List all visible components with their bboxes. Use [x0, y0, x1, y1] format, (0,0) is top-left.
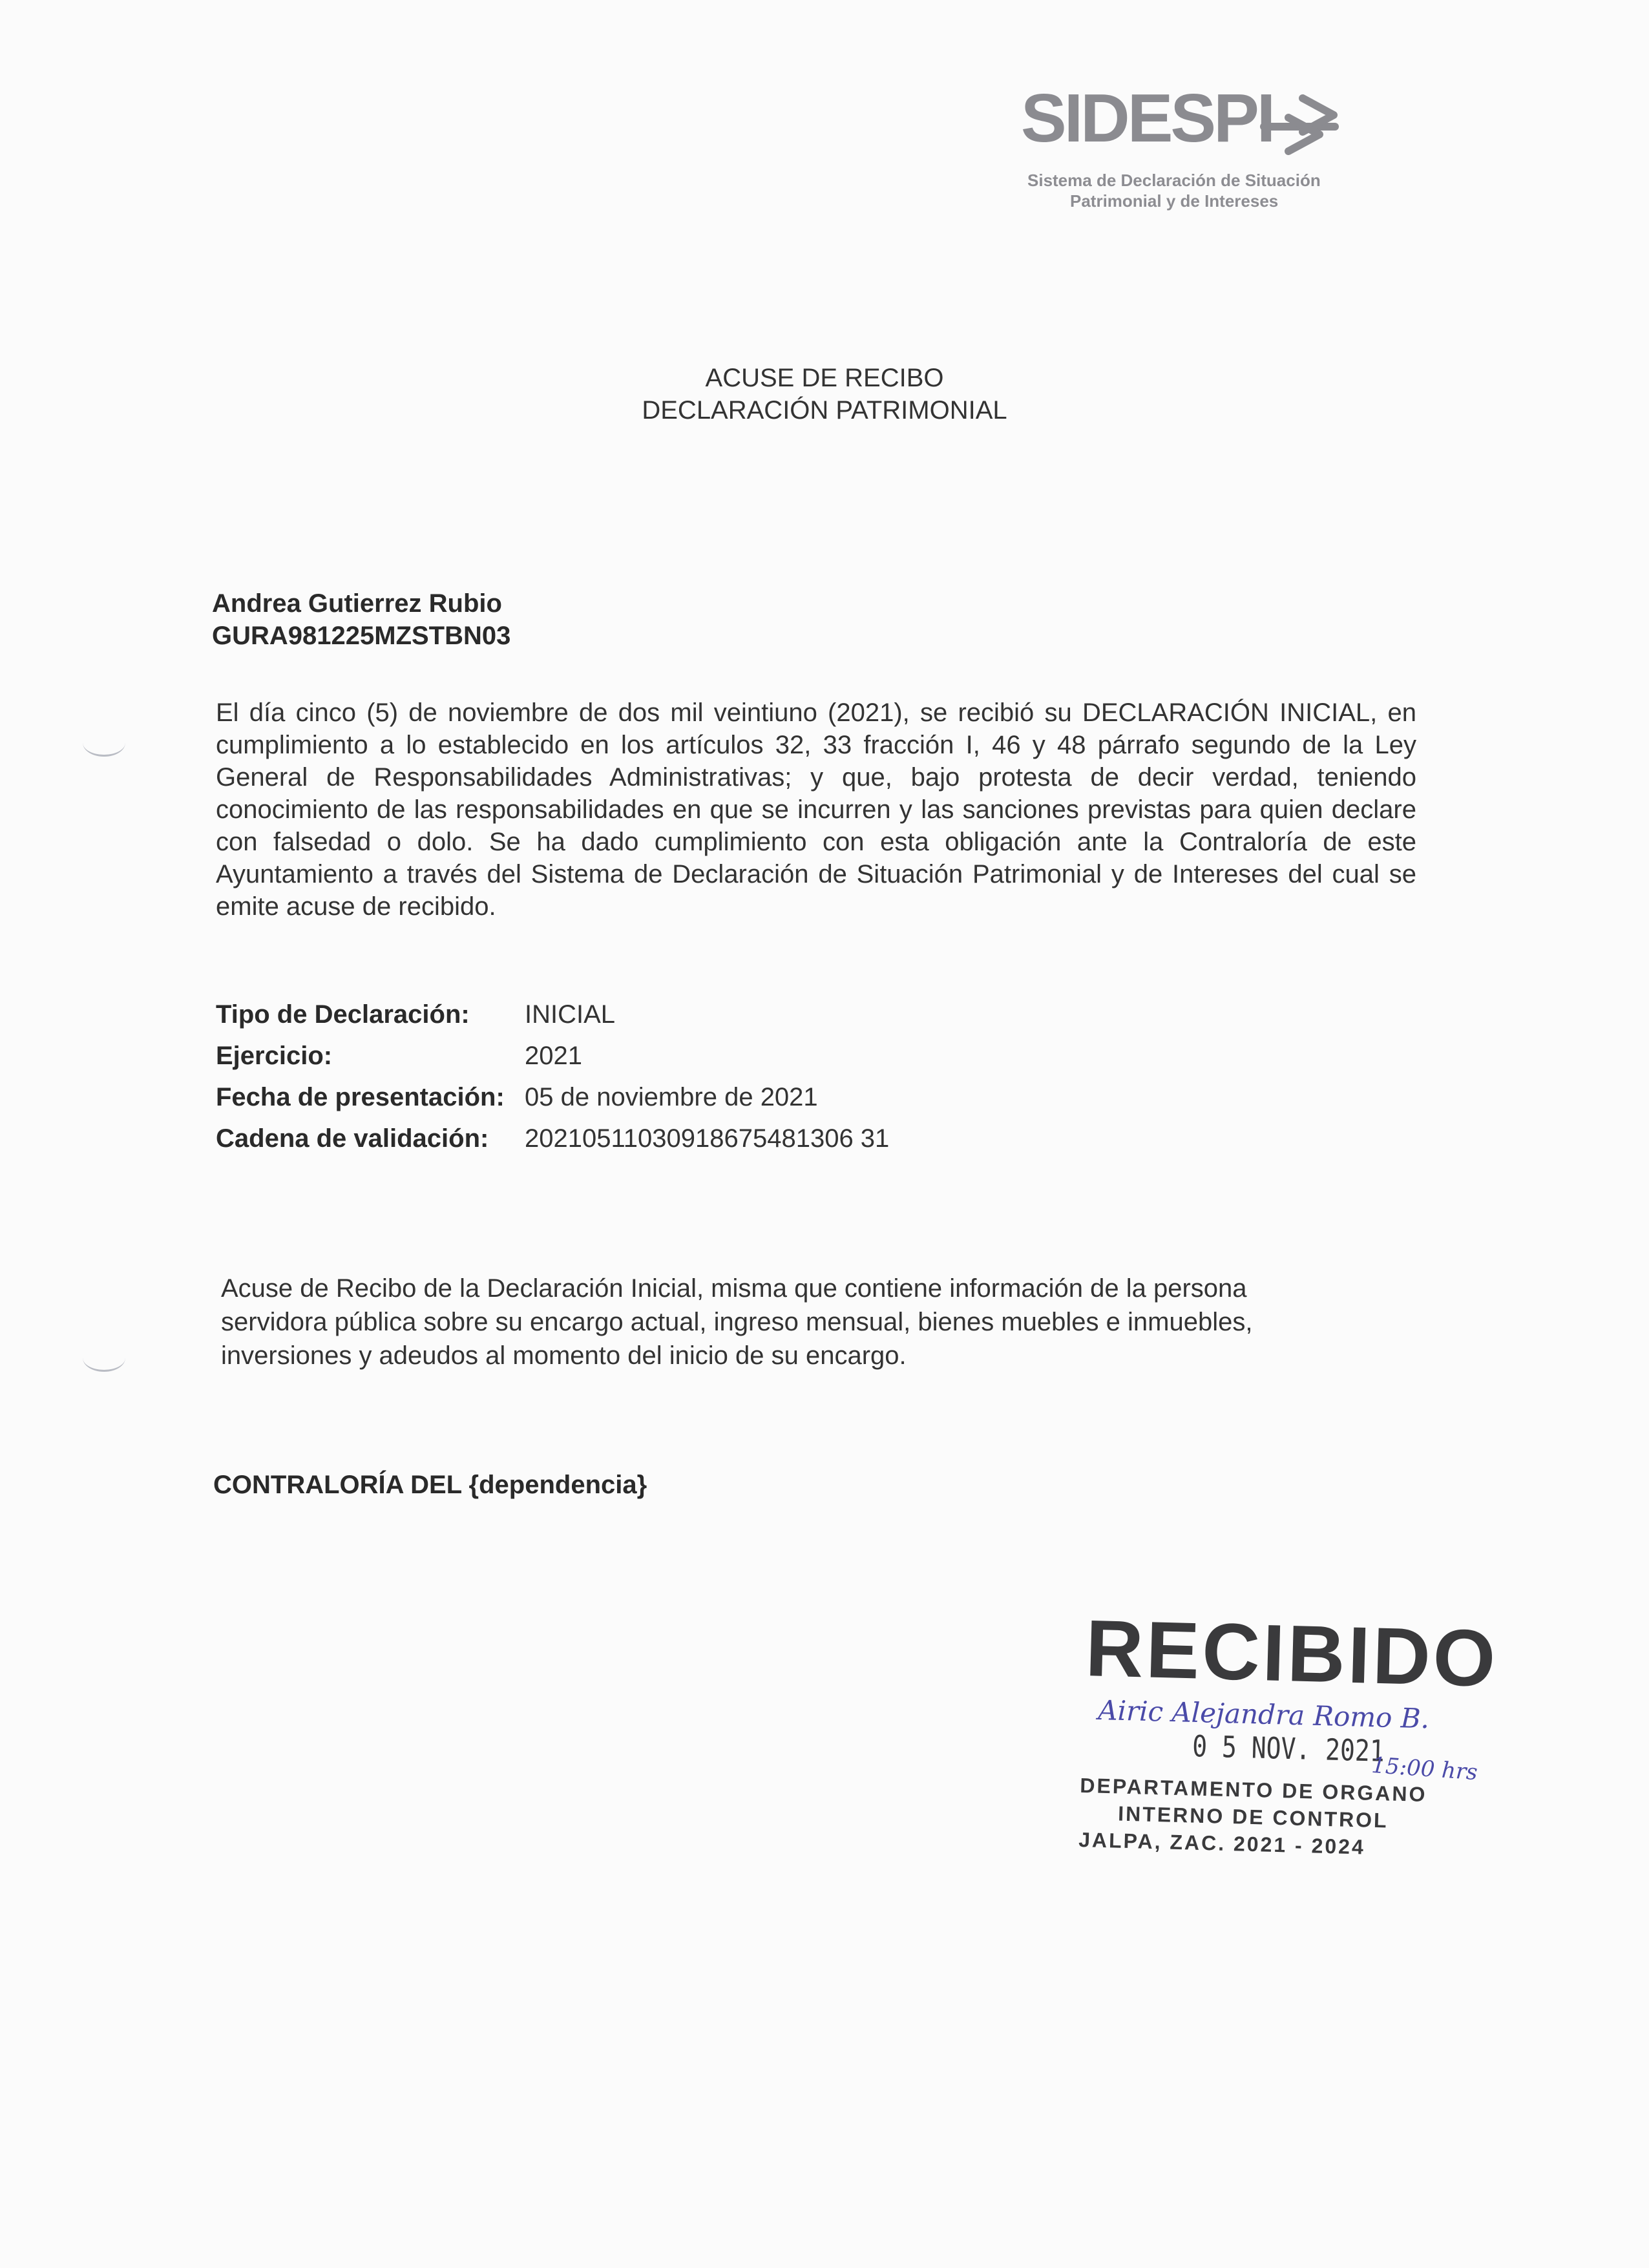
field-label-cadena: Cadena de validación: [216, 1124, 489, 1153]
received-stamp-date: 0 5 NOV. 2021 [1192, 1729, 1385, 1769]
field-label-fecha: Fecha de presentación: [216, 1083, 505, 1111]
declaration-paragraph: El día cinco (5) de noviembre de dos mil veintiuno (2021), se recibió su DECLARACIÓN INICIAL, en cumplimiento a lo establecido en los artículos 32, 33 fracción I, 46 y 48 párrafo segundo de la Ley General de Responsabilidades Administrativas; y que, bajo protesta de decir verdad, teniendo conocimiento de las responsabilidades en que se incurren y las sanciones previstas para quien declare con falsedad o dolo. Se ha dado cumplimiento con esta obligación ante la Contraloría de este Ayuntamiento a través del Sistema de Declaración de Situación Patrimonial y de Intereses del cual se emite acuse de recibido. [216, 698, 1416, 921]
field-label-ejercicio: Ejercicio: [216, 1042, 333, 1070]
received-by-handwriting: Airic Alejandra Romo B. [1097, 1694, 1430, 1735]
field-label-tipo: Tipo de Declaración: [216, 1000, 470, 1029]
closing-signature: CONTRALORÍA DEL {dependencia} [213, 1471, 647, 1499]
logo-subtitle-line2: Patrimonial y de Intereses [1070, 191, 1279, 211]
punch-hole [83, 729, 125, 757]
stamp-line-3: JALPA, ZAC. 2021 - 2024 [1078, 1827, 1366, 1859]
document-title: ACUSE DE RECIBO [705, 364, 944, 392]
stamp-line-2: INTERNO DE CONTROL [1117, 1801, 1389, 1832]
declarant-curp: GURA981225MZSTBN03 [212, 622, 511, 650]
acuse-note-paragraph: Acuse de Recibo de la Declaración Inicial, misma que contiene información de la persona servidora pública sobre su encargo actual, ingreso mensual, bienes muebles e inmuebles, inversiones y adeudos al momento del inicio de su encargo. [221, 1274, 1253, 1370]
field-value-cadena: 20210511030918675481306 31 [525, 1124, 890, 1153]
sidespi-logo [1021, 80, 1357, 220]
received-stamp-time: 15:00 hrs [1371, 1752, 1478, 1786]
document-subtitle: DECLARACIÓN PATRIMONIAL [642, 396, 1007, 425]
logo-wordmark: SIDESPI [1021, 80, 1274, 156]
logo-arrows-icon [1257, 89, 1354, 160]
received-stamp-department [1078, 1772, 1427, 1862]
field-value-tipo: INICIAL [525, 1000, 616, 1029]
received-stamp-title: RECIBIDO [1084, 1603, 1499, 1704]
declarant-name: Andrea Gutierrez Rubio [212, 589, 502, 618]
field-value-fecha: 05 de noviembre de 2021 [525, 1083, 818, 1111]
field-value-ejercicio: 2021 [525, 1042, 582, 1070]
logo-subtitle-line1: Sistema de Declaración de Situación [1027, 171, 1321, 190]
stamp-line-1: DEPARTAMENTO DE ORGANO [1079, 1773, 1427, 1807]
punch-hole [83, 1344, 125, 1372]
